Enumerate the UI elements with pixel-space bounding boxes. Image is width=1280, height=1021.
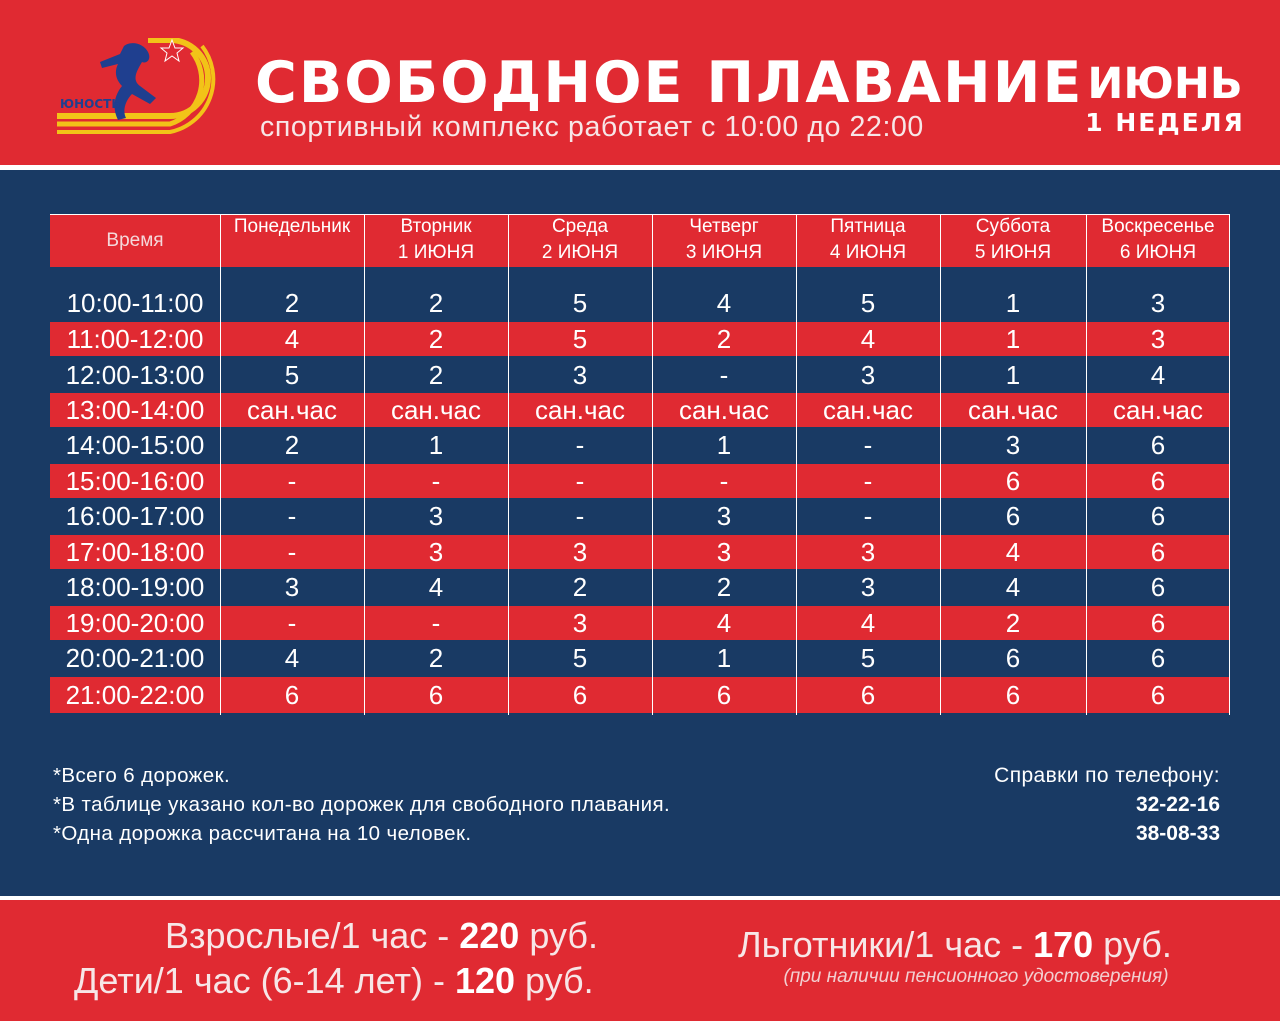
lane-count-cell: сан.час xyxy=(678,395,770,425)
notes-block xyxy=(53,761,670,848)
lane-count-cell: - xyxy=(287,608,297,638)
lane-count-cell: 4 xyxy=(1150,360,1166,390)
yunost-logo xyxy=(52,38,217,138)
lane-count-cell: 3 xyxy=(860,537,876,567)
lane-count-cell: 3 xyxy=(1150,324,1166,354)
table-row xyxy=(50,464,1230,498)
lane-count-cell: 5 xyxy=(572,324,588,354)
lane-count-cell: 4 xyxy=(716,288,732,318)
column-header-label: Воскресенье xyxy=(1101,216,1215,237)
column-divider xyxy=(796,214,797,715)
time-slot-cell: 11:00-12:00 xyxy=(66,324,204,354)
month-label: ИЮНЬ xyxy=(1087,59,1243,109)
lane-count-cell: - xyxy=(431,466,441,496)
column-divider xyxy=(508,214,509,715)
table-row xyxy=(50,641,1230,675)
lane-count-cell: 6 xyxy=(1005,643,1021,673)
lane-count-cell: 3 xyxy=(428,501,444,531)
lane-count-cell: 5 xyxy=(572,288,588,318)
table-header-border xyxy=(50,214,1230,267)
table-row xyxy=(50,358,1230,392)
lane-count-cell: - xyxy=(719,360,729,390)
lane-count-cell: 6 xyxy=(572,680,588,710)
table-row xyxy=(50,393,1230,427)
lane-count-cell: 4 xyxy=(860,608,876,638)
price-concession-note: (при наличии пенсионного удостоверения) xyxy=(783,966,1169,987)
lane-count-cell: 4 xyxy=(860,324,876,354)
lane-count-cell: 6 xyxy=(1150,680,1166,710)
phone-number: 38-08-33 xyxy=(1135,822,1220,845)
column-header-date: 3 ИЮНЯ xyxy=(685,242,763,263)
working-hours-subtitle: спортивный комплекс работает с 10:00 до 22:00 xyxy=(260,111,924,143)
lane-count-cell: 4 xyxy=(716,608,732,638)
lane-count-cell: - xyxy=(575,501,585,531)
lane-count-cell: 3 xyxy=(1005,430,1021,460)
column-divider xyxy=(1086,214,1087,715)
time-slot-cell: 16:00-17:00 xyxy=(65,501,205,531)
lane-count-cell: 5 xyxy=(860,643,876,673)
lane-count-cell: 5 xyxy=(572,643,588,673)
lane-count-cell: 1 xyxy=(1005,288,1021,318)
lane-count-cell: 2 xyxy=(428,288,444,318)
lane-count-cell: 6 xyxy=(284,680,300,710)
lane-count-cell: - xyxy=(863,466,873,496)
column-header-label: Суббота xyxy=(975,216,1051,237)
lane-count-cell: 3 xyxy=(572,360,588,390)
table-row xyxy=(50,428,1230,462)
column-header-date: 2 ИЮНЯ xyxy=(541,242,619,263)
logo-text: ЮНОСТЬ xyxy=(60,97,121,111)
lane-count-cell: 3 xyxy=(860,572,876,602)
lane-count-cell: - xyxy=(719,466,729,496)
week-label: 1 НЕДЕЛЯ xyxy=(1085,108,1245,137)
column-header-label: Понедельник xyxy=(233,216,351,237)
lane-count-cell: 3 xyxy=(284,572,300,602)
lane-count-cell: сан.час xyxy=(1112,395,1204,425)
lane-count-cell: 6 xyxy=(1150,572,1166,602)
time-slot-cell: 14:00-15:00 xyxy=(65,430,205,460)
lane-count-cell: 6 xyxy=(716,680,732,710)
lane-count-cell: 1 xyxy=(716,430,732,460)
column-header-date: 6 ИЮНЯ xyxy=(1119,242,1197,263)
time-slot-cell: 12:00-13:00 xyxy=(65,360,205,390)
lane-count-cell: 3 xyxy=(716,501,732,531)
lane-count-cell: 3 xyxy=(572,537,588,567)
lane-count-cell: 5 xyxy=(860,288,876,318)
lane-count-cell: 2 xyxy=(572,572,588,602)
time-slot-cell: 10:00-11:00 xyxy=(66,288,204,318)
lane-count-cell: 6 xyxy=(1150,501,1166,531)
lane-count-cell: 6 xyxy=(1150,608,1166,638)
lane-count-cell: - xyxy=(431,608,441,638)
lane-count-cell: 3 xyxy=(860,360,876,390)
time-slot-cell: 13:00-14:00 xyxy=(65,395,205,425)
lane-count-cell: 2 xyxy=(284,430,300,460)
column-header-date: 4 ИЮНЯ xyxy=(829,242,907,263)
column-divider xyxy=(652,214,653,715)
lane-count-cell: сан.час xyxy=(390,395,482,425)
lane-count-cell: 2 xyxy=(716,324,732,354)
column-header-label: Вторник xyxy=(400,216,472,237)
lane-count-cell: 4 xyxy=(1005,572,1021,602)
time-slot-cell: 19:00-20:00 xyxy=(65,608,205,638)
lane-count-cell: 4 xyxy=(284,643,300,673)
table-row xyxy=(50,677,1230,713)
column-header-date: 5 ИЮНЯ xyxy=(974,242,1052,263)
column-header-label: Пятница xyxy=(830,216,906,237)
lane-count-cell: 6 xyxy=(428,680,444,710)
column-header-label: Время xyxy=(106,230,164,251)
lane-count-cell: 6 xyxy=(1150,537,1166,567)
lane-count-cell: 4 xyxy=(428,572,444,602)
lane-count-cell: сан.час xyxy=(246,395,338,425)
lane-count-cell: 2 xyxy=(428,643,444,673)
schedule-table-body xyxy=(50,267,1230,715)
lane-count-cell: - xyxy=(287,537,297,567)
lane-count-cell: 6 xyxy=(1150,430,1166,460)
lane-count-cell: 1 xyxy=(1005,324,1021,354)
lane-count-cell: - xyxy=(863,430,873,460)
lane-count-cell: 1 xyxy=(428,430,444,460)
page-title: СВОБОДНОЕ ПЛАВАНИЕ xyxy=(255,50,1084,116)
column-header-label: Среда xyxy=(551,216,609,237)
note-line: *Одна дорожка рассчитана на 10 человек. xyxy=(53,822,472,845)
table-row xyxy=(50,606,1230,640)
price-concession: Льготники/1 час - 170 руб. xyxy=(738,924,1172,965)
lane-count-cell: 2 xyxy=(284,288,300,318)
column-divider xyxy=(364,214,365,715)
table-row xyxy=(50,535,1230,569)
lane-count-cell: 3 xyxy=(572,608,588,638)
lane-count-cell: 2 xyxy=(1005,608,1021,638)
lane-count-cell: 3 xyxy=(716,537,732,567)
lane-count-cell: 1 xyxy=(1005,360,1021,390)
phone-number: 32-22-16 xyxy=(1135,793,1220,816)
lane-count-cell: 2 xyxy=(716,572,732,602)
lane-count-cell: - xyxy=(863,501,873,531)
table-row xyxy=(50,570,1230,604)
column-divider xyxy=(220,214,221,715)
lane-count-cell: 6 xyxy=(1150,466,1166,496)
lane-count-cell: - xyxy=(575,466,585,496)
contacts-label: Справки по телефону: xyxy=(994,764,1220,787)
lane-count-cell: - xyxy=(287,501,297,531)
time-slot-cell: 21:00-22:00 xyxy=(65,680,205,710)
lane-count-cell: 1 xyxy=(716,643,732,673)
lane-count-cell: 4 xyxy=(1005,537,1021,567)
table-row xyxy=(50,322,1230,356)
column-divider xyxy=(940,214,941,715)
lane-count-cell: сан.час xyxy=(822,395,914,425)
lane-count-cell: 4 xyxy=(284,324,300,354)
lane-count-cell: 6 xyxy=(860,680,876,710)
lane-count-cell: 6 xyxy=(1005,466,1021,496)
note-line: *В таблице указано кол-во дорожек для свободного плавания. xyxy=(53,793,671,816)
lane-count-cell: - xyxy=(287,466,297,496)
lane-count-cell: сан.час xyxy=(534,395,626,425)
time-slot-cell: 18:00-19:00 xyxy=(65,572,205,602)
time-slot-cell: 15:00-16:00 xyxy=(65,466,205,496)
lane-count-cell: 6 xyxy=(1150,643,1166,673)
table-right-border xyxy=(1229,267,1230,715)
price-children: Дети/1 час (6-14 лет) - 120 руб. xyxy=(74,960,594,1001)
lane-count-cell: 5 xyxy=(284,360,300,390)
lane-count-cell: 3 xyxy=(1150,288,1166,318)
time-slot-cell: 17:00-18:00 xyxy=(65,537,205,567)
lane-count-cell: 3 xyxy=(428,537,444,567)
time-slot-cell: 20:00-21:00 xyxy=(65,643,205,673)
column-header-label: Четверг xyxy=(689,216,759,237)
header-banner xyxy=(0,0,1280,165)
lane-count-cell: 6 xyxy=(1005,680,1021,710)
price-adults: Взрослые/1 час - 220 руб. xyxy=(165,915,598,956)
lane-count-cell: сан.час xyxy=(967,395,1059,425)
note-line: *Всего 6 дорожек. xyxy=(53,764,231,787)
lane-count-cell: 2 xyxy=(428,360,444,390)
column-header-date: 1 ИЮНЯ xyxy=(397,242,475,263)
lane-count-cell: 2 xyxy=(428,324,444,354)
table-row xyxy=(50,499,1230,533)
lane-count-cell: 6 xyxy=(1005,501,1021,531)
lane-count-cell: - xyxy=(575,430,585,460)
contacts-block xyxy=(900,761,1220,848)
table-row xyxy=(50,286,1230,320)
